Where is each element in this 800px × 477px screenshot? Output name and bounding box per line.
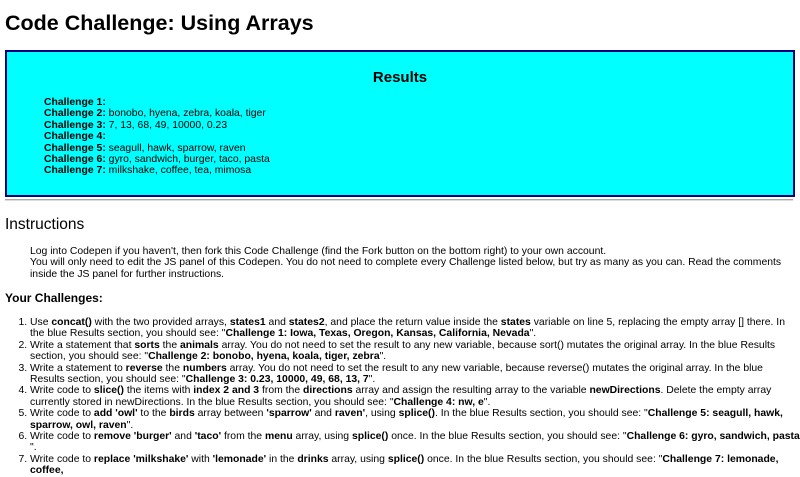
challenge-keyword: numbers — [182, 362, 227, 374]
challenge-text: the — [162, 362, 183, 374]
result-item — [44, 131, 270, 142]
challenge-text: once. In the blue Results section, you should see: " — [424, 453, 663, 465]
challenge-text: the items with — [123, 385, 194, 397]
challenge-text: Use — [30, 317, 52, 328]
challenge-text: , using — [365, 408, 399, 420]
result-label: Challenge 2: — [44, 108, 106, 120]
result-item — [44, 108, 270, 119]
result-label: Challenge 7: — [44, 165, 106, 177]
challenge-keyword: raven' — [334, 408, 366, 420]
challenge-keyword: concat() — [51, 317, 92, 328]
challenge-item — [30, 431, 800, 454]
result-value: milkshake, coffee, tea, mimosa — [108, 165, 252, 177]
challenge-keyword: 'taco' — [194, 431, 222, 443]
result-value: seagull, hawk, sparrow, raven — [108, 142, 246, 154]
challenge-item — [30, 317, 800, 340]
challenge-text: array, using — [292, 431, 352, 443]
challenge-keyword: newDirections — [589, 385, 661, 397]
challenges-heading: Your Challenges: — [5, 291, 103, 305]
result-item — [44, 120, 270, 131]
challenge-text: array. You do not need to set the result to any new variable, because reverse() mutates the original array. In the blue Results section, you should see: " — [30, 362, 763, 386]
challenge-text: ". — [529, 328, 537, 340]
challenge-text: the — [159, 339, 180, 351]
instructions-line: Log into Codepen if you haven't, then fork this Code Challenge (find the Fork button on the bottom right) to your own account. — [30, 246, 607, 257]
challenge-text: from the — [259, 385, 303, 397]
result-label: Challenge 4: — [44, 131, 106, 143]
challenge-text: and — [311, 408, 335, 420]
challenge-keyword: drinks — [297, 453, 329, 465]
challenge-keyword: remove 'burger' — [93, 431, 172, 443]
challenge-text: Write a statement that — [30, 339, 135, 351]
instructions-heading: Instructions — [5, 216, 85, 233]
result-value: bonobo, hyena, zebra, koala, tiger — [108, 108, 266, 120]
challenge-keyword: animals — [179, 339, 219, 351]
result-item — [44, 97, 270, 108]
challenge-keyword: index 2 and 3 — [193, 385, 260, 397]
results-list — [44, 97, 270, 177]
challenge-text: to the — [137, 408, 170, 420]
challenge-item — [30, 340, 800, 363]
challenge-text: with the two provided arrays, — [91, 317, 230, 328]
challenge-text: , and place the return value inside the — [324, 317, 501, 328]
challenge-text: in the — [266, 453, 298, 465]
challenge-keyword: Challenge 5: seagull, hawk, sparrow, owl, raven — [30, 408, 783, 431]
result-label: Challenge 5: — [44, 142, 106, 154]
challenge-text: variable on line 5, replacing the empty array [] there. In the blue Results section, you should see: " — [30, 317, 785, 340]
challenge-text: ". — [126, 419, 134, 431]
challenge-keyword: Challenge 7: lemonade, coffee, — [30, 453, 779, 477]
challenge-text: array between — [194, 408, 267, 420]
challenge-text: array and assign the resulting array to the variable — [352, 385, 590, 397]
challenge-keyword: add 'owl' — [93, 408, 138, 420]
challenge-text: ". — [483, 396, 491, 408]
challenge-keyword: Challenge 4: nw, e — [393, 396, 484, 408]
challenge-item — [30, 385, 800, 408]
challenge-keyword: splice() — [351, 431, 389, 443]
challenge-text: Write code to — [30, 385, 94, 397]
instructions-text — [30, 246, 790, 280]
challenge-keyword: directions — [302, 385, 353, 397]
challenge-keyword: reverse — [125, 362, 163, 374]
challenge-keyword: slice() — [93, 385, 124, 397]
challenge-keyword: splice() — [387, 453, 425, 465]
challenge-keyword: splice() — [398, 408, 435, 420]
challenge-keyword: replace 'milkshake' — [93, 453, 189, 465]
challenge-keyword: 'lemonade' — [212, 453, 267, 465]
challenge-text: Write a statement to — [30, 362, 126, 374]
challenge-keyword: Challenge 6: gyro, sandwich, pasta — [626, 431, 800, 443]
challenge-keyword: Challenge 3: 0.23, 10000, 49, 68, 13, 7 — [185, 374, 369, 386]
challenge-text: and — [265, 317, 289, 328]
challenge-text: and — [171, 431, 195, 443]
challenge-keyword: states2 — [288, 317, 325, 328]
divider — [5, 199, 793, 201]
challenge-keyword: sorts — [134, 339, 160, 351]
result-item — [44, 143, 270, 154]
challenge-item — [30, 408, 800, 431]
result-item — [44, 165, 270, 176]
challenge-keyword: states — [500, 317, 531, 328]
result-value: 7, 13, 68, 49, 10000, 0.23 — [108, 119, 228, 131]
challenge-text: Write code to — [30, 453, 94, 465]
challenge-keyword: menu — [264, 431, 293, 443]
challenge-keyword: birds — [169, 408, 195, 420]
challenge-list — [30, 317, 800, 477]
page-title: Code Challenge: Using Arrays — [5, 11, 314, 35]
result-label: Challenge 6: — [44, 154, 106, 166]
challenge-keyword: Challenge 1: Iowa, Texas, Oregon, Kansas, California, Nevada — [225, 328, 530, 340]
challenge-text: Write code to — [30, 408, 94, 420]
challenge-text: array, using — [328, 453, 388, 465]
challenge-item — [30, 454, 800, 477]
instructions-line: You will only need to edit the JS panel of this Codepen. You do not need to complete every Challenge listed below, but try as many as you can. Read the comments inside the JS panel for further instructions. — [30, 257, 782, 280]
challenge-text: with — [188, 453, 213, 465]
challenge-keyword: 'sparrow' — [266, 408, 312, 420]
challenge-text: . In the blue Results section, you should see: " — [434, 408, 648, 420]
results-heading: Results — [372, 69, 428, 86]
result-label: Challenge 1: — [44, 97, 106, 108]
challenge-keyword: states1 — [229, 317, 266, 328]
challenge-text: array. You do not need to set the result to any new variable, because sort() mutates the original array. In the blue Results section, you should see: " — [30, 339, 776, 363]
result-item — [44, 154, 270, 165]
challenge-text: ". — [379, 351, 387, 363]
challenge-item — [30, 363, 800, 386]
result-label: Challenge 3: — [44, 119, 106, 131]
challenge-text: ". — [30, 442, 37, 454]
challenge-text: once. In the blue Results section, you should see: " — [388, 431, 627, 443]
result-value: gyro, sandwich, burger, taco, pasta — [108, 154, 270, 166]
challenge-text: Write code to — [30, 431, 94, 443]
challenge-text: ". — [368, 374, 376, 386]
results-panel — [5, 50, 795, 197]
challenge-text: from the — [221, 431, 265, 443]
challenge-keyword: Challenge 2: bonobo, hyena, koala, tiger, zebra — [148, 351, 380, 363]
challenge-text: . Delete the empty array currently stored in newDirections. In the blue Results section, you should see: " — [30, 385, 772, 408]
